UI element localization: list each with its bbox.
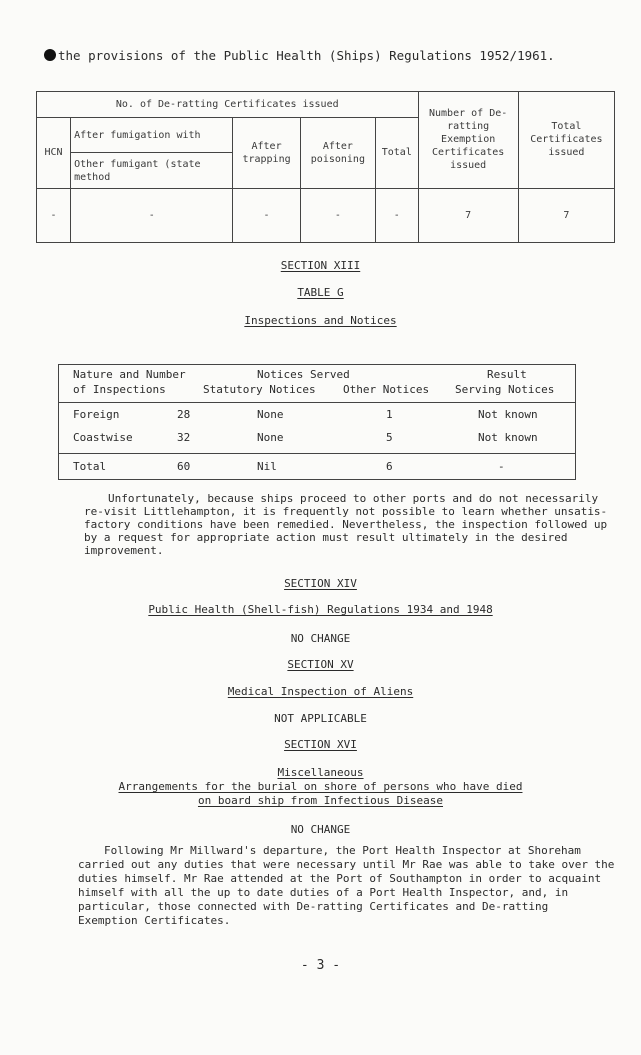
- col-header: Notices Served: [257, 368, 350, 381]
- section-16-subtitle-3: on board ship from Infectious Disease: [197, 794, 444, 807]
- row-other: 5: [386, 431, 393, 444]
- section-16-title: SECTION XVI: [284, 738, 357, 751]
- total-result: -: [498, 460, 505, 473]
- section-15-subtitle: Medical Inspection of Aliens: [227, 685, 414, 698]
- inspections-notices-table: [58, 364, 576, 480]
- col-header: Statutory Notices: [203, 383, 316, 396]
- total-statutory: Nil: [257, 460, 277, 473]
- section-13-subtitle: Inspections and Notices: [244, 314, 397, 327]
- page-number: - 3 -: [300, 958, 341, 973]
- section-14-subtitle: Public Health (Shell-fish) Regulations 1934 and 1948: [148, 603, 493, 616]
- deratting-certificates-table: [36, 91, 615, 243]
- table-cell: -: [300, 188, 375, 242]
- table-cell: -: [71, 188, 233, 242]
- table-cell: 7: [518, 188, 614, 242]
- total-header: Total: [376, 118, 418, 188]
- table-header: [59, 365, 575, 403]
- paragraph-line: Exemption Certificates.: [78, 914, 231, 927]
- total-certificates-header: Total Certificates issued: [518, 92, 614, 189]
- paragraph-line: carried out any duties that were necessary until Mr Rae was able to take over the: [78, 858, 615, 871]
- paragraph-line: by a request for appropriate action must result ultimately in the desired: [84, 531, 568, 544]
- other-fumigant-header: Other fumigant (state method: [71, 153, 233, 188]
- col-header: Other Notices: [343, 383, 430, 396]
- table-cell: -: [376, 188, 418, 242]
- row-number: 32: [177, 431, 191, 444]
- table-total-row: [59, 453, 575, 480]
- after-poisoning-header: After poisoning: [300, 118, 375, 188]
- row-result: Not known: [478, 408, 538, 421]
- col-header: of Inspections: [73, 383, 166, 396]
- total-other: 6: [386, 460, 393, 473]
- page-heading-text: the provisions of the Public Health (Ships) Regulations 1952/1961.: [58, 48, 555, 63]
- table-cell: 7: [418, 188, 518, 242]
- paragraph-line: Following Mr Millward's departure, the Port Health Inspector at Shoreham: [104, 844, 581, 857]
- section-16-subtitle: Miscellaneous: [277, 766, 364, 779]
- paragraph-line: re-visit Littlehampton, it is frequently not possible to learn whether unsatis-: [84, 505, 608, 518]
- paragraph-line: Unfortunately, because ships proceed to other ports and do not necessarily: [108, 492, 599, 505]
- section-16-subtitle-2: Arrangements for the burial on shore of persons who have died: [118, 780, 523, 793]
- bullet-dot-icon: [44, 49, 56, 61]
- section-14-title: SECTION XIV: [284, 577, 357, 590]
- paragraph-line: factory conditions have been remedied. Nevertheless, the inspection followed up: [84, 518, 608, 531]
- table-cell: -: [233, 188, 300, 242]
- page-heading: [44, 48, 555, 63]
- paragraph-line: improvement.: [84, 544, 164, 557]
- row-other: 1: [386, 408, 393, 421]
- after-trapping-header: After trapping: [233, 118, 300, 188]
- group-header: No. of De-ratting Certificates issued: [37, 92, 419, 118]
- section-15-status: NOT APPLICABLE: [274, 712, 367, 725]
- hcn-header: HCN: [37, 118, 71, 188]
- table-cell: -: [37, 188, 71, 242]
- row-number: 28: [177, 408, 191, 421]
- after-fumigation-header: After fumigation with: [71, 118, 233, 153]
- section-14-status: NO CHANGE: [290, 632, 351, 645]
- section-15-title: SECTION XV: [287, 658, 354, 671]
- col-header: Result: [487, 368, 527, 381]
- row-label: Foreign: [73, 408, 120, 421]
- section-13-title: SECTION XIII: [280, 259, 361, 272]
- paragraph-line: particular, those connected with De-ratting Certificates and De-ratting: [78, 900, 549, 913]
- row-label: Coastwise: [73, 431, 133, 444]
- paragraph-line: duties himself. Mr Rae attended at the Port of Southampton in order to acquaint: [78, 872, 602, 885]
- col-header: Serving Notices: [455, 383, 555, 396]
- col-header: Nature and Number: [73, 368, 186, 381]
- row-statutory: None: [257, 431, 284, 444]
- total-label: Total: [73, 460, 107, 473]
- section-16-status: NO CHANGE: [290, 823, 351, 836]
- exemption-header: Number of De-ratting Exemption Certificates issued: [418, 92, 518, 189]
- total-number: 60: [177, 460, 191, 473]
- row-statutory: None: [257, 408, 284, 421]
- paragraph-line: himself with all the up to date duties of a Port Health Inspector, and, in: [78, 886, 569, 899]
- row-result: Not known: [478, 431, 538, 444]
- table-g-label: TABLE G: [297, 286, 344, 299]
